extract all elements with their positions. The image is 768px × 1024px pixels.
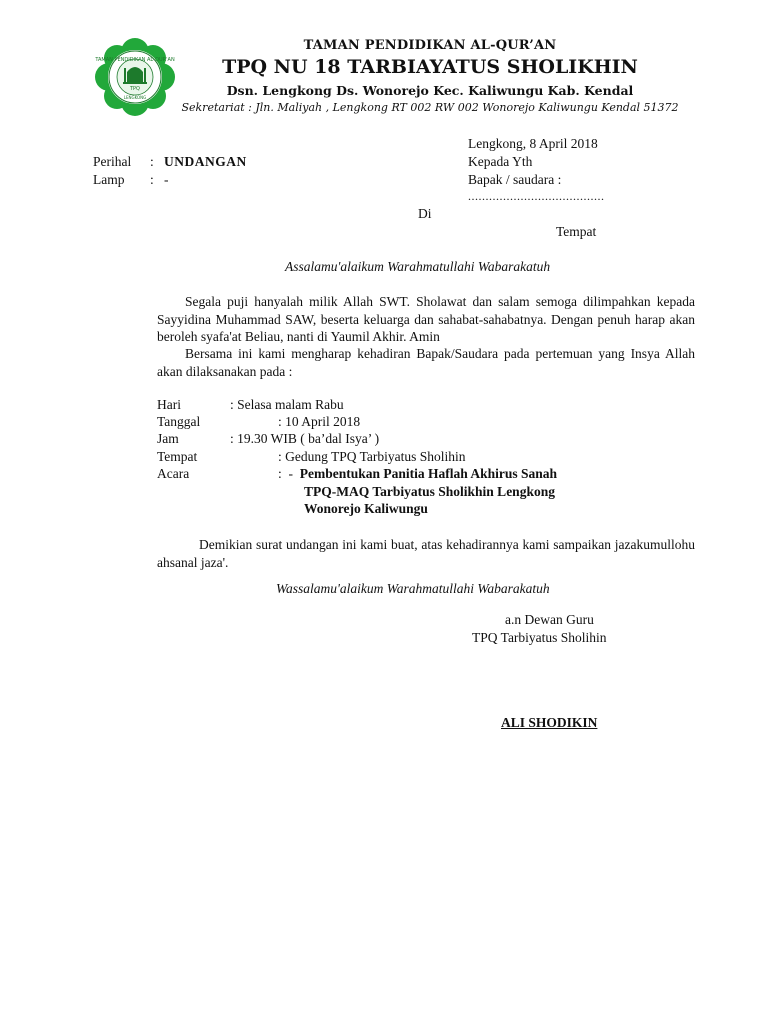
perihal-colon: : <box>150 154 154 169</box>
recipient-dots: ....................................... <box>468 189 605 203</box>
tanggal-value: : 10 April 2018 <box>278 414 361 429</box>
place-date: Lengkong, 8 April 2018 <box>468 136 598 151</box>
acara-line3: Wonorejo Kaliwungu <box>304 501 428 516</box>
recipient-line2: Bapak / saudara : <box>468 172 562 187</box>
hari-label: Hari <box>157 397 181 412</box>
letterhead-address: Dsn. Lengkong Ds. Wonorejo Kec. Kaliwungu Kab. Kendal <box>226 83 634 98</box>
body-paragraph-2: Bersama ini kami mengharap kehadiran Bapak/Saudara pada pertemuan yang Insya Allah akan dilaksanakan pada : <box>157 346 695 379</box>
signature-line2: TPQ Tarbiyatus Sholihin <box>472 630 607 645</box>
acara-label: Acara <box>157 466 190 481</box>
logo-text-center: TPQ <box>129 86 141 92</box>
recipient-di: Di <box>418 206 432 221</box>
tempat-value: : Gedung TPQ Tarbiyatus Sholihin <box>278 449 466 464</box>
jam-value: : 19.30 WIB ( ba’dal Isya’ ) <box>230 431 380 446</box>
tanggal-label: Tanggal <box>157 414 201 429</box>
signature-line1: a.n Dewan Guru <box>505 612 594 627</box>
opening-greeting: Assalamu'alaikum Warahmatullahi Wabarakatuh <box>285 259 551 274</box>
recipient-tempat: Tempat <box>556 224 597 239</box>
acara-line2: TPQ-MAQ Tarbiyatus Sholikhin Lengkong <box>304 484 555 499</box>
logo-text-top: TAMAN PENDIDIKAN AL-QUR'AN <box>95 57 175 63</box>
letterhead-title: TPQ NU 18 TARBIAYATUS SHOLIKHIN <box>222 56 638 78</box>
letterhead-line1: TAMAN PENDIDIKAN AL-QUR’AN <box>303 38 557 53</box>
tempat-label: Tempat <box>157 449 198 464</box>
closing-greeting: Wassalamu'alaikum Warahmatullahi Wabarakatuh <box>276 581 550 596</box>
body-paragraph-1: Segala puji hanyalah milik Allah SWT. Sholawat dan salam semoga dilimpahkan kepada Sayyidina Muhammad SAW, beserta keluarga dan sahabat-sahabatnya. Dengan penuh harap akan beroleh syafa'at Beliau, nanti di Yaumil Akhir. Amin <box>157 294 695 344</box>
lamp-colon: : <box>150 172 154 187</box>
acara-value <box>278 466 557 482</box>
perihal-label: Perihal <box>93 154 132 169</box>
signature-name: ALI SHODIKIN <box>501 715 598 730</box>
closing-paragraph: Demikian surat undangan ini kami buat, atas kehadirannya kami sampaikan jazakumullohu ahsanal jaza'. <box>157 537 695 570</box>
recipient-line1: Kepada Yth <box>468 154 533 169</box>
hari-value: : Selasa malam Rabu <box>230 397 344 412</box>
lamp-label: Lamp <box>93 172 125 187</box>
logo-text-bottom: LENGKONG <box>123 95 147 100</box>
acara-line1: Pembentukan Panitia Haflah Akhirus Sanah <box>299 466 558 481</box>
perihal-value: UNDANGAN <box>164 154 247 169</box>
letterhead-secretariat: Sekretariat : Jln. Maliyah , Lengkong RT 002 RW 002 Wonorejo Kaliwungu Kendal 51372 <box>181 101 679 114</box>
jam-label: Jam <box>157 431 179 446</box>
lamp-value: - <box>164 172 169 187</box>
acara-prefix: : - <box>278 466 300 481</box>
